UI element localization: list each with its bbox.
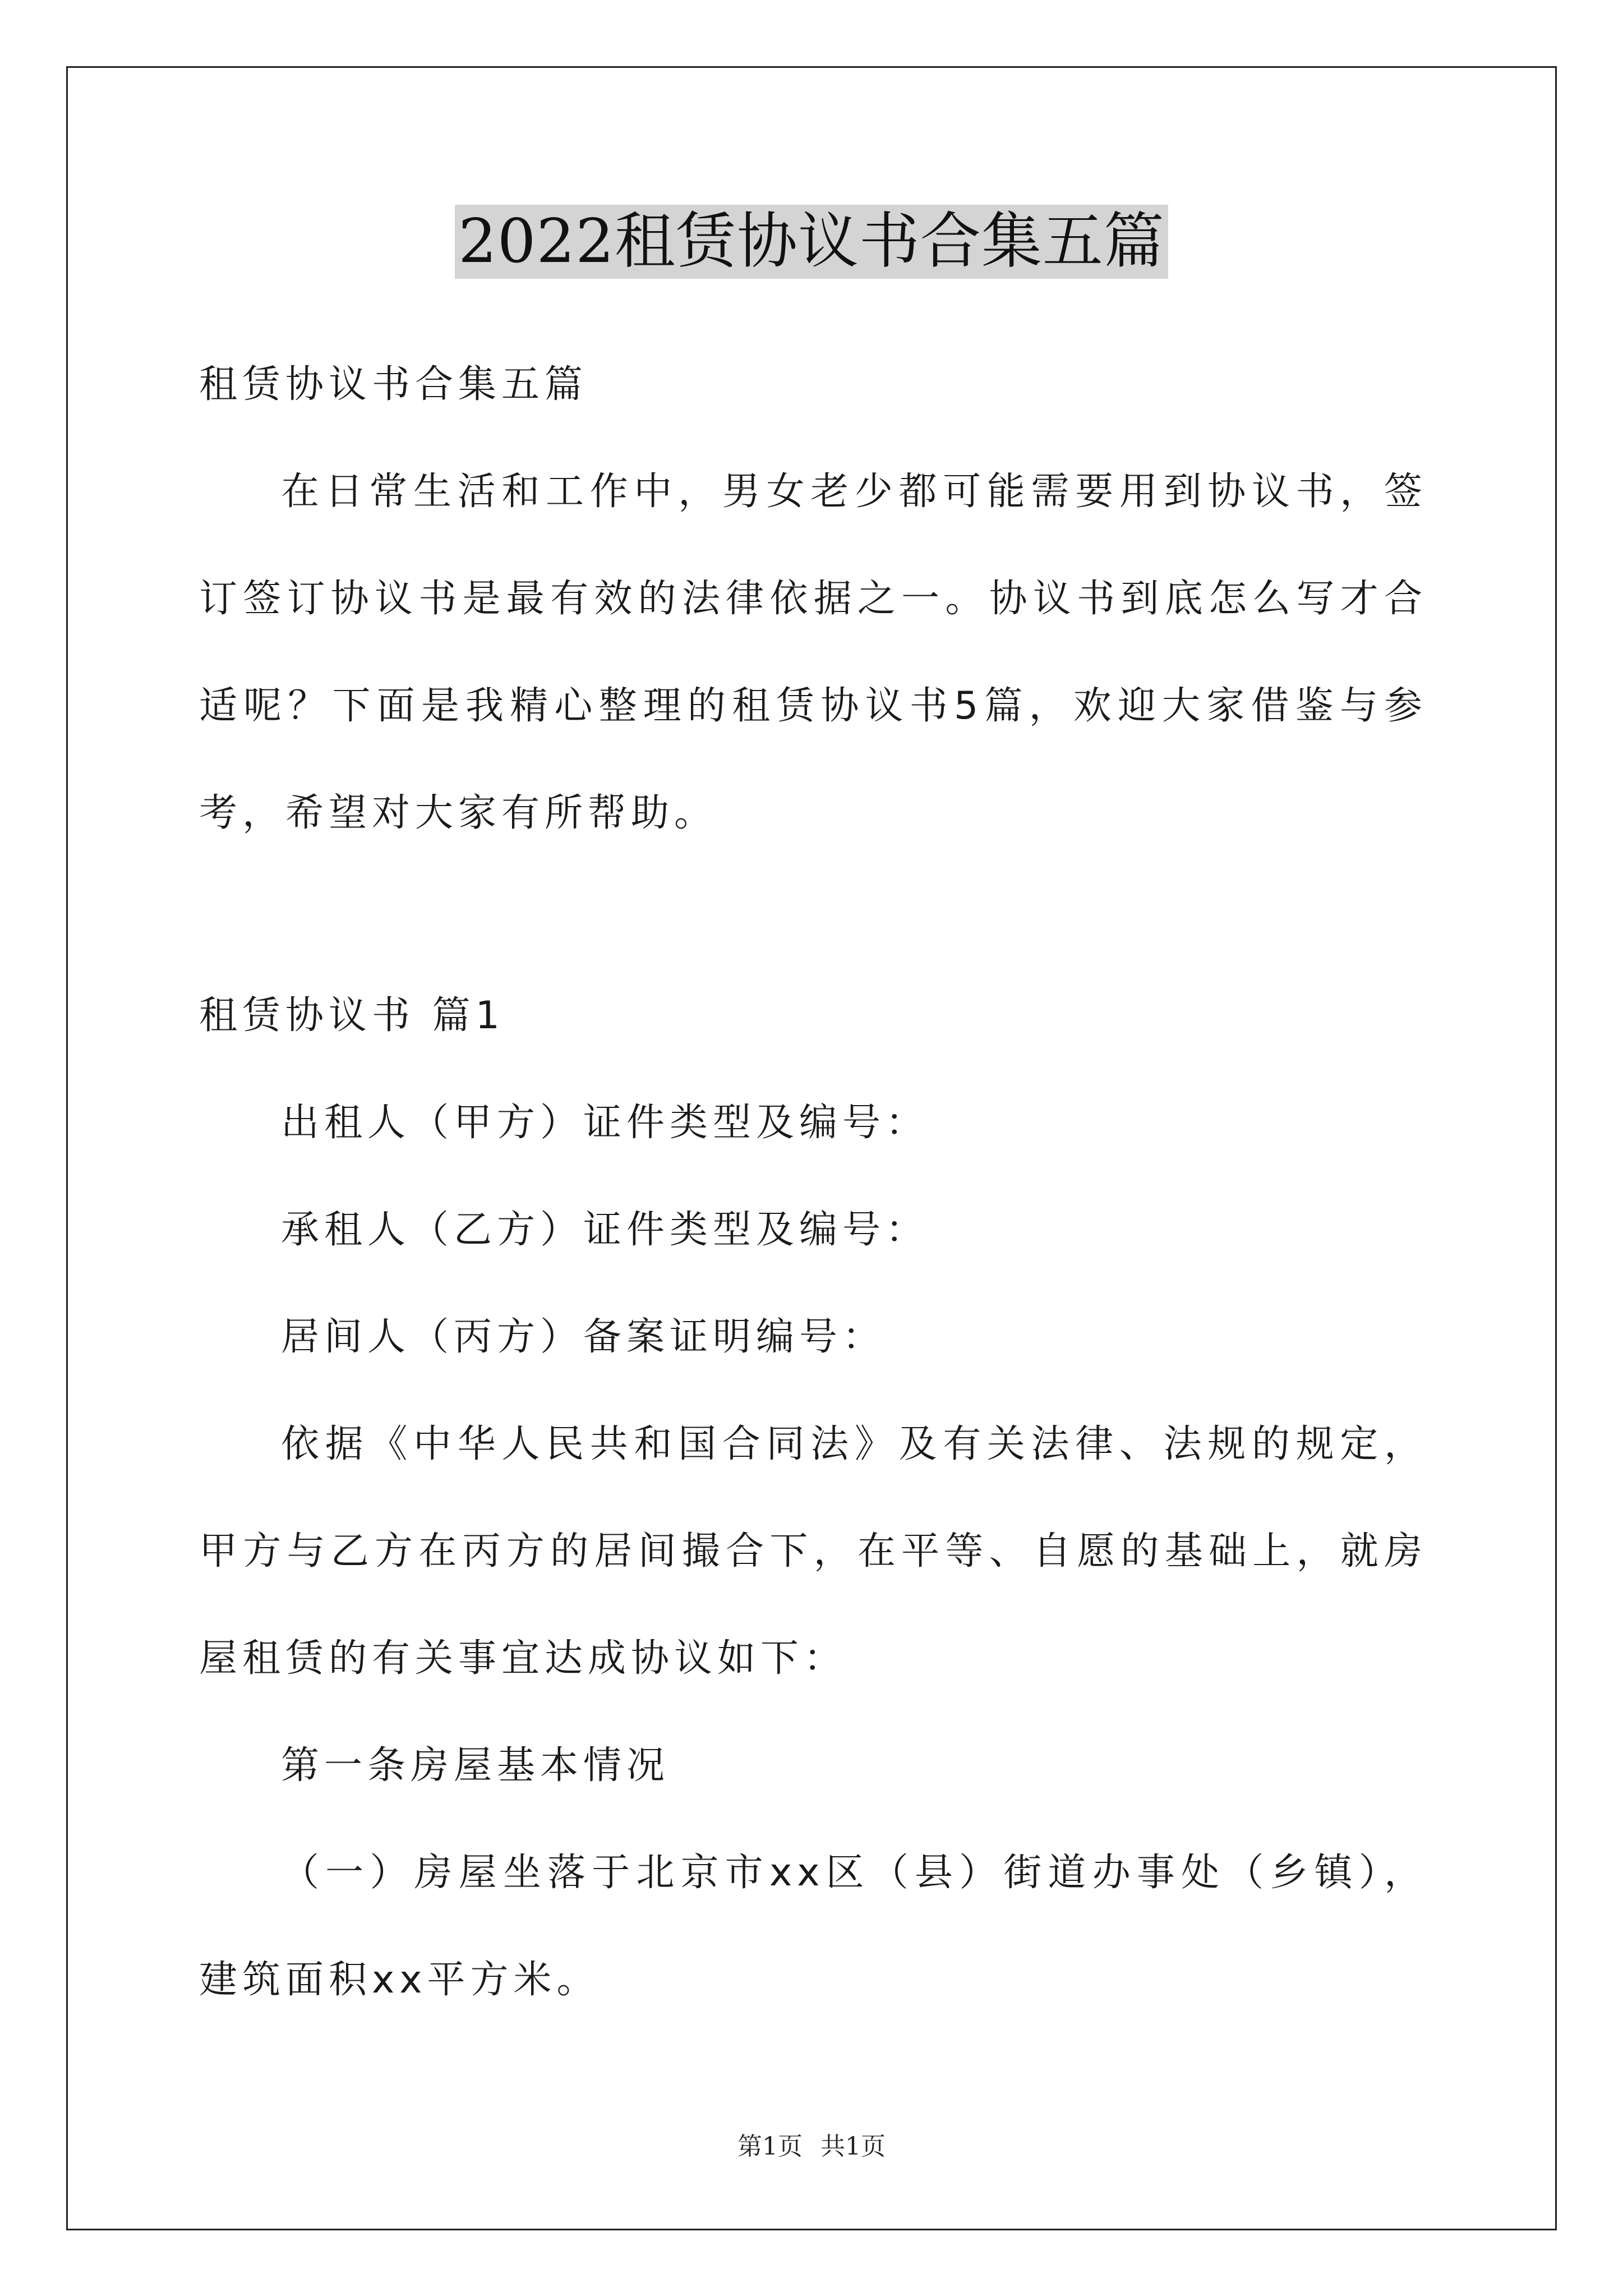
party-a-line: 出租人（甲方）证件类型及编号： xyxy=(281,1101,929,1145)
title-container xyxy=(0,205,1623,279)
section-heading: 租赁协议书 篇1 xyxy=(199,993,505,1038)
basis-paragraph: 依据《中华人民共和国合同法》及有关法律、法规的规定，甲方与乙方在丙方的居间撮合下，在平等、自愿的基础上，就房屋租赁的有关事宜达成协议如下： xyxy=(199,1422,1427,1681)
party-c-line: 居间人（丙方）备案证明编号： xyxy=(281,1315,886,1359)
party-b-line: 承租人（乙方）证件类型及编号： xyxy=(281,1208,929,1252)
document-subtitle: 租赁协议书合集五篇 xyxy=(199,362,588,407)
article-1-heading: 第一条房屋基本情况 xyxy=(281,1743,670,1788)
document-body xyxy=(199,331,1427,2033)
clause-1-paragraph: （一）房屋坐落于北京市xx区（县）街道办事处（乡镇），建筑面积xx平方米。 xyxy=(199,1851,1427,2002)
intro-paragraph: 在日常生活和工作中，男女老少都可能需要用到协议书，签订签订协议书是最有效的法律依据之一。协议书到底怎么写才合适呢？下面是我精心整理的租赁协议书5篇，欢迎大家借鉴与参考，希望对大家有所帮助。 xyxy=(199,470,1427,835)
document-title: 2022租赁协议书合集五篇 xyxy=(455,205,1168,279)
page-footer: 第1页 共1页 xyxy=(737,2132,886,2161)
